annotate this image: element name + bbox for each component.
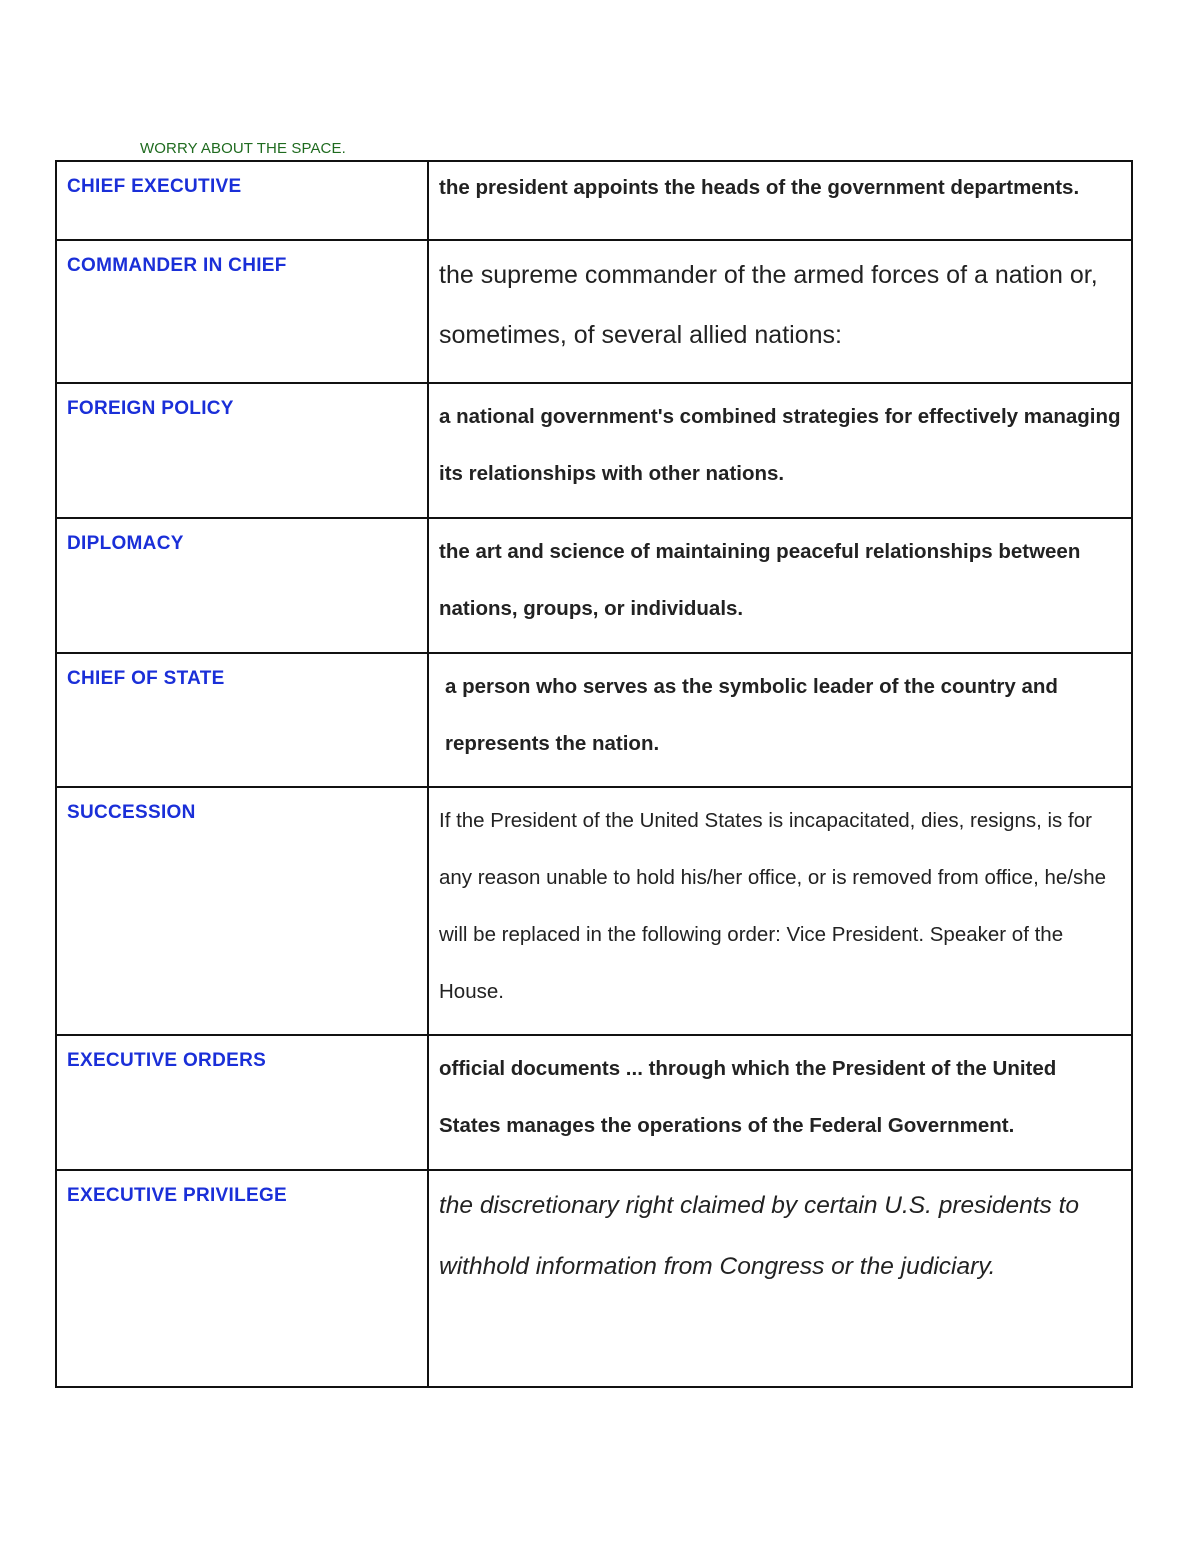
definition-cell: [428, 518, 1132, 653]
definition-text: If the President of the United States is incapacitated, dies, resigns, is for any reason unable to hold his/her office, or is removed from office, he/she will be replaced in the following order: Vice President. Speaker of the House.: [439, 809, 1107, 1003]
definition-text: a national government's combined strategies for effectively managing its relationships with other nations.: [439, 405, 1121, 485]
definition-text: official documents ... through which the President of the United States manages the operations of the Federal Government.: [439, 1057, 1057, 1137]
table-row: [56, 240, 1132, 383]
definition-cell: [428, 787, 1132, 1035]
table-row: [56, 787, 1132, 1035]
term-cell: EXECUTIVE PRIVILEGE: [56, 1170, 428, 1387]
definition-cell: [428, 1035, 1132, 1170]
header-note: WORRY ABOUT THE SPACE.: [140, 140, 346, 157]
vocabulary-table: [55, 160, 1133, 1388]
definition-text: the president appoints the heads of the government departments.: [439, 176, 1080, 199]
definition-cell: [428, 383, 1132, 518]
table-row: [56, 1035, 1132, 1170]
term-cell: FOREIGN POLICY: [56, 383, 428, 518]
term-cell: SUCCESSION: [56, 787, 428, 1035]
term-cell: DIPLOMACY: [56, 518, 428, 653]
table-row: [56, 383, 1132, 518]
definition-text: the art and science of maintaining peaceful relationships between nations, groups, or individuals.: [439, 540, 1081, 620]
term-cell: CHIEF EXECUTIVE: [56, 161, 428, 240]
definition-cell: [428, 161, 1132, 240]
table-row: [56, 518, 1132, 653]
table-row: [56, 653, 1132, 787]
definition-cell: [428, 1170, 1132, 1387]
definition-text: a person who serves as the symbolic leader of the country and represents the nation.: [445, 675, 1058, 755]
term-cell: CHIEF OF STATE: [56, 653, 428, 787]
table-row: [56, 1170, 1132, 1387]
definition-cell: [428, 240, 1132, 383]
definition-text: the supreme commander of the armed forces of a nation or, sometimes, of several allied nations:: [439, 261, 1098, 349]
table-row: [56, 161, 1132, 240]
definition-cell: [428, 653, 1132, 787]
definition-text: the discretionary right claimed by certain U.S. presidents to withhold information from Congress or the judiciary.: [439, 1192, 1080, 1280]
term-cell: COMMANDER IN CHIEF: [56, 240, 428, 383]
term-cell: EXECUTIVE ORDERS: [56, 1035, 428, 1170]
